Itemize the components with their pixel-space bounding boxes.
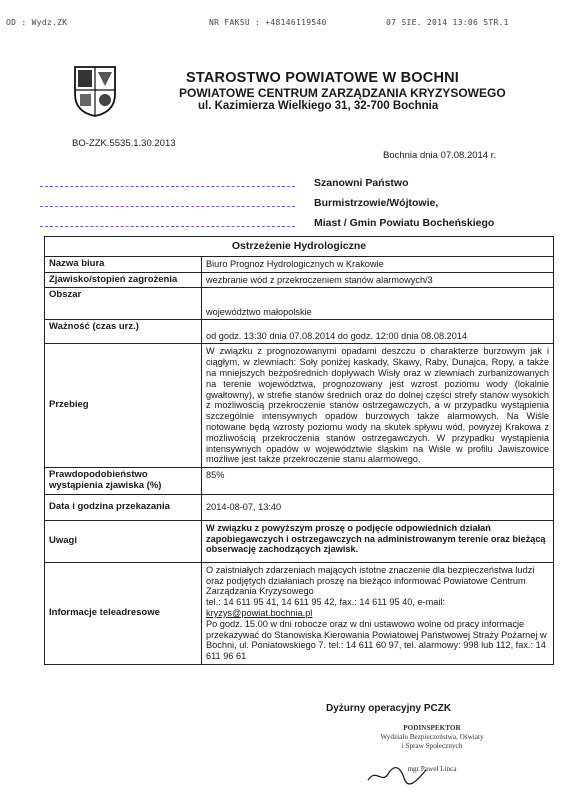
row-label: Prawdopodobieństwo wystąpienia zjawiska (%)	[45, 468, 202, 495]
row-label: Data i godzina przekazania	[45, 494, 202, 520]
signature-icon	[366, 764, 428, 786]
warning-title: Ostrzeżenie Hydrologiczne	[45, 237, 554, 257]
row-value: 85%	[202, 468, 554, 495]
fax-number: NR FAKSU : +48146119540	[209, 18, 327, 27]
reference-number: BO-ZZK.5535.1.30.2013	[72, 138, 176, 149]
scan-artifact-line	[40, 186, 295, 187]
office-subtitle: POWIATOWE CENTRUM ZARZĄDZANIA KRYZYSOWEGO	[179, 86, 506, 100]
row-value: 2014-08-07, 13:40	[202, 494, 554, 520]
row-label: Zjawisko/stopień zagrożenia	[45, 272, 202, 288]
table-row	[45, 494, 554, 520]
row-value: wezbranie wód z przekroczeniem stanów alarmowych/3	[202, 272, 554, 288]
coat-of-arms-icon	[72, 64, 118, 118]
contact-intro: O zaistniałych zdarzeniach mających istotne znaczenie dla bezpieczeństwa ludzi oraz podjętych działaniach proszę na bieżąco informować Powiatowe Centrum Zarządzania Kryzysowego	[206, 564, 535, 597]
table-row	[45, 272, 554, 288]
row-label: Obszar	[45, 288, 202, 320]
row-value: od godz. 13:30 dnia 07.08.2014 do godz. 12:00 dnia 08.08.2014	[202, 320, 554, 344]
table-row	[45, 520, 554, 562]
duty-officer: Dyżurny operacyjny PCZK	[326, 703, 452, 714]
office-address: ul. Kazimierza Wielkiego 31, 32-700 Bochnia	[198, 100, 439, 112]
table-row	[45, 344, 554, 468]
place-and-date: Bochnia dnia 07.08.2014 r.	[383, 150, 497, 161]
recipient-line-3: Miast / Gmin Powiatu Bocheńskiego	[314, 217, 495, 229]
stamp-line-4: mgr Paweł Linca	[407, 765, 457, 773]
table-row	[45, 256, 554, 272]
row-value: województwo małopolskie	[202, 288, 554, 320]
contact-phones: tel.: 14 611 95 41, 14 611 95 42, fax.: 14 611 95 40, e-mail:	[206, 597, 446, 608]
contact-after-hours: Po godz. 15.00 w dni robocze oraz w dni ustawowo wolne od pracy informacje przekazywać do Stanowiska Kierowania Powiatowej Państwowej Straży Pożarnej w Bochni, ul. Poniatowskiego 7. tel.: 14 611 60 97, tel. alarmowy: 998 lub 112, fax.: 14 611 96 61	[206, 618, 547, 662]
row-label: Uwagi	[45, 520, 202, 562]
fax-timestamp: 07 SIE. 2014 13:06 STR.1	[386, 18, 509, 27]
row-value: W związku z prognozowanymi opadami deszczu o charakterze burzowym jak i ciągłym, w zlewniach: Soły poniżej kaskady, Skawy, Raby, Dunajca, Ropy, a także na mniejszych bezpośrednich dopływach Wisły oraz w zlewniach zurbanizowanych na terenie województwa, prognozowany jest wzrost poziomu wody (lokalnie gwałtowny), w strefie stanów średnich oraz do dolnej części strefy stanów wysokich z możliwością przekroczenie stanów ostrzegawczych, a w przypadku wystąpienia szczególnie intensywnych opadów burzowych także alarmowych. Na Wiśle notowane będą wzrosty poziomu wody na skutek spływu wód, powyżej Krakowa z możliwością przekroczenia stanów ostrzegawczych. W przypadku wystąpienia intensywnych opadów w województwie śląskim na Wiśle w profilu Jawiszowice możliwe jest także przekroczenie stanu alarmowego.	[202, 344, 554, 468]
fax-sender: OD : Wydz.ZK	[6, 18, 68, 27]
scan-artifact-line	[40, 226, 295, 227]
contact-email-link[interactable]: kryzys@powiat.bochnia.pl	[206, 607, 313, 618]
table-row	[45, 320, 554, 344]
stamp-line-2: Wydziału Bezpieczeństwa, Oświaty	[380, 733, 484, 741]
row-label: Nazwa biura	[45, 256, 202, 272]
row-value	[202, 562, 554, 664]
scan-artifact-line	[40, 206, 295, 207]
recipient-line-2: Burmistrzowie/Wójtowie,	[314, 197, 439, 209]
row-label: Przebieg	[45, 344, 202, 468]
row-value: W związku z powyższym proszę o podjęcie odpowiednich działań zapobiegawczych i ostrzegawczych na administrowanym terenie oraz bieżącą obserwację zachodzących zjawisk.	[202, 520, 554, 562]
recipient-greeting: Szanowni Państwo	[314, 177, 409, 189]
table-row	[45, 288, 554, 320]
table-row	[45, 468, 554, 495]
row-value: Biuro Prognoz Hydrologicznych w Krakowie	[202, 256, 554, 272]
office-title: STAROSTWO POWIATOWE W BOCHNI	[186, 70, 460, 86]
stamp-line-3: i Spraw Społecznych	[401, 742, 463, 750]
row-label: Informacje teleadresowe	[45, 562, 202, 664]
stamp-line-1: PODINSPEKTOR	[403, 724, 461, 732]
hydrological-warning-table	[44, 236, 554, 665]
row-label: Ważność (czas urz.)	[45, 320, 202, 344]
table-row	[45, 562, 554, 664]
